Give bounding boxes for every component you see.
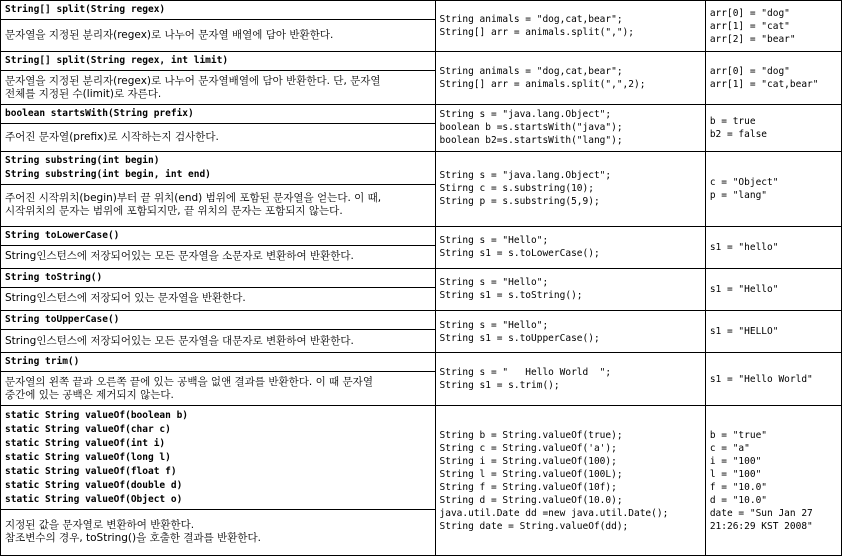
code-line: boolean b2=s.startsWith("lang"); (439, 135, 623, 147)
code-line: String d = String.valueOf(10.0); (439, 494, 623, 506)
method-cell-content (1, 52, 435, 104)
method-cell (1, 268, 436, 310)
code-line: String s = "java.lang.Object"; (439, 109, 612, 121)
example-code-cell (435, 226, 705, 268)
method-description (1, 20, 435, 51)
example-result (706, 176, 841, 202)
table-body (1, 1, 842, 556)
description-line: 중간에 있는 공백은 제거되지 않는다. (5, 388, 174, 401)
method-signature (1, 353, 435, 372)
signature-line: String toString() (5, 271, 103, 283)
code-line: String s1 = s.toLowerCase(); (439, 248, 600, 260)
table-row (1, 226, 842, 268)
result-line: i = "100" (709, 455, 762, 467)
method-signature (1, 227, 435, 246)
code-line: String s = "java.lang.Object"; (439, 170, 612, 182)
signature-line: String substring(int begin) (5, 154, 160, 166)
method-signature (1, 1, 435, 20)
result-line: f = "10.0" (709, 481, 768, 493)
signature-line: static String valueOf(double d) (5, 479, 183, 491)
code-line: String b = String.valueOf(true); (439, 429, 623, 441)
method-cell (1, 226, 436, 268)
code-line: Stirng c = s.substring(10); (439, 183, 594, 195)
method-cell (1, 52, 436, 105)
result-line: p = "lang" (709, 189, 768, 201)
code-line: String[] arr = animals.split(",",2); (439, 79, 646, 91)
result-line: arr[2] = "bear" (709, 33, 796, 45)
signature-line: String trim() (5, 356, 80, 368)
code-line: String s1 = s.toUpperCase(); (439, 332, 600, 344)
method-signature (1, 52, 435, 71)
example-result (706, 7, 841, 46)
code-line: String s1 = s.trim(); (439, 380, 560, 392)
example-result (706, 241, 841, 254)
description-line: String인스턴스에 저장되어 있는 문자열을 반환한다. (5, 292, 246, 305)
description-line: 지정된 값을 문자열로 변환하여 반환한다. (5, 519, 195, 532)
example-code (436, 234, 705, 260)
example-result (706, 429, 841, 533)
description-line: 문자열을 지정된 분리자(regex)로 나누어 문자열 배열에 담아 반환한다. (5, 29, 334, 42)
result-cell (705, 52, 841, 105)
result-line: b = "true" (709, 429, 768, 441)
result-line: d = "10.0" (709, 494, 768, 506)
result-cell (705, 226, 841, 268)
method-cell-content (1, 353, 435, 405)
method-cell-content (1, 152, 435, 226)
example-code (436, 13, 705, 39)
code-line: String animals = "dog,cat,bear"; (439, 14, 623, 26)
example-code (436, 429, 705, 533)
example-code-cell (435, 151, 705, 226)
result-line: s1 = "hello" (709, 241, 779, 253)
table-row (1, 311, 842, 353)
method-signature (1, 152, 435, 185)
table-row (1, 105, 842, 151)
example-code-cell (435, 353, 705, 406)
result-line: s1 = "HELLO" (709, 326, 779, 338)
method-cell-content (1, 269, 435, 310)
code-line: String[] arr = animals.split(","); (439, 27, 634, 39)
example-result (706, 115, 841, 141)
code-line: String animals = "dog,cat,bear"; (439, 66, 623, 78)
description-line: 문자열을 지정된 분리자(regex)로 나누어 문자열배열에 담아 반환한다. 단, 문자열 (5, 74, 381, 87)
result-line: date = "Sun Jan 27 (709, 507, 813, 519)
signature-line: static String valueOf(boolean b) (5, 409, 189, 421)
method-signature (1, 269, 435, 288)
method-description (1, 124, 435, 150)
method-description (1, 288, 435, 310)
example-code (436, 276, 705, 302)
method-cell-content (1, 1, 435, 51)
method-cell (1, 1, 436, 52)
example-code-cell (435, 268, 705, 310)
method-signature (1, 311, 435, 330)
code-line: boolean b =s.startsWith("java"); (439, 122, 623, 134)
example-result (706, 65, 841, 91)
method-cell-content (1, 407, 435, 555)
code-line: java.util.Date dd =new java.util.Date(); (439, 507, 669, 519)
result-cell (705, 151, 841, 226)
result-line: s1 = "Hello" (709, 283, 779, 295)
signature-line: String toUpperCase() (5, 314, 120, 326)
description-line: String인스턴스에 저장되어있는 모든 문자열을 대문자로 변환하여 반환한다. (5, 334, 354, 347)
result-cell (705, 406, 841, 556)
method-description (1, 372, 435, 405)
result-line: s1 = "Hello World" (709, 373, 813, 385)
method-cell (1, 406, 436, 556)
signature-line: String toLowerCase() (5, 229, 120, 241)
table-row (1, 353, 842, 406)
example-result (706, 373, 841, 386)
code-line: String p = s.substring(5,9); (439, 196, 600, 208)
result-line: 21:26:29 KST 2008" (709, 520, 813, 532)
result-cell (705, 311, 841, 353)
result-line: arr[1] = "cat" (709, 20, 790, 32)
table-row (1, 406, 842, 556)
description-line: String인스턴스에 저장되어있는 모든 문자열을 소문자로 변환하여 반환한다. (5, 250, 354, 263)
result-cell (705, 1, 841, 52)
signature-line: String substring(int begin, int end) (5, 168, 211, 180)
result-line: arr[0] = "dog" (709, 66, 790, 78)
code-line: String l = String.valueOf(100L); (439, 468, 623, 480)
table-row (1, 1, 842, 52)
method-description (1, 246, 435, 268)
table-row (1, 268, 842, 310)
example-code-cell (435, 52, 705, 105)
result-cell (705, 268, 841, 310)
method-description (1, 330, 435, 352)
method-cell-content (1, 227, 435, 268)
example-code-cell (435, 1, 705, 52)
method-cell-content (1, 311, 435, 352)
signature-line: static String valueOf(Object o) (5, 493, 183, 505)
example-result (706, 325, 841, 338)
description-line: 전체를 지정된 수(limit)로 자른다. (5, 87, 162, 100)
example-code (436, 108, 705, 147)
signature-line: boolean startsWith(String prefix) (5, 108, 194, 120)
method-cell (1, 311, 436, 353)
description-line: 시작위치의 문자는 범위에 포함되지만, 끝 위치의 문자는 포함되지 않는다. (5, 205, 343, 218)
code-line: String s = "Hello"; (439, 319, 549, 331)
code-line: String f = String.valueOf(10f); (439, 481, 617, 493)
table-row (1, 52, 842, 105)
example-code-cell (435, 311, 705, 353)
method-signature (1, 105, 435, 124)
code-line: String s1 = s.toString(); (439, 290, 583, 302)
code-line: String c = String.valueOf('a'); (439, 442, 617, 454)
result-line: l = "100" (709, 468, 762, 480)
example-code-cell (435, 105, 705, 151)
description-line: 주어진 시작위치(begin)부터 끝 위치(end) 범위에 포함된 문자열을 얻는다. 이 때, (5, 192, 382, 205)
result-line: b = true (709, 115, 756, 127)
example-code (436, 366, 705, 392)
signature-line: static String valueOf(int i) (5, 437, 166, 449)
signature-line: static String valueOf(float f) (5, 465, 177, 477)
example-code-cell (435, 406, 705, 556)
description-line: 참조변수의 경우, toString()을 호출한 결과를 반환한다. (5, 532, 262, 545)
method-description (1, 71, 435, 104)
method-cell-content (1, 105, 435, 150)
result-line: arr[1] = "cat,bear" (709, 79, 819, 91)
signature-line: String[] split(String regex, int limit) (5, 55, 229, 67)
code-line: String i = String.valueOf(100); (439, 455, 617, 467)
result-cell (705, 353, 841, 406)
code-line: String s = "Hello"; (439, 235, 549, 247)
method-cell (1, 151, 436, 226)
result-line: b2 = false (709, 128, 768, 140)
example-code (436, 65, 705, 91)
signature-line: static String valueOf(char c) (5, 423, 171, 435)
code-line: String s = " Hello World "; (439, 367, 612, 379)
signature-line: static String valueOf(long l) (5, 451, 171, 463)
result-line: arr[0] = "dog" (709, 7, 790, 19)
result-cell (705, 105, 841, 151)
example-result (706, 283, 841, 296)
description-line: 주어진 문자열(prefix)로 시작하는지 검사한다. (5, 130, 219, 143)
signature-line: String[] split(String regex) (5, 4, 166, 16)
method-cell (1, 105, 436, 151)
method-description (1, 185, 435, 226)
method-description (1, 510, 435, 555)
description-line: 문자열의 왼쪽 끝과 오른쪽 끝에 있는 공백을 없앤 결과를 반환한다. 이 때 문자열 (5, 375, 373, 388)
result-line: c = "Object" (709, 176, 779, 188)
method-cell (1, 353, 436, 406)
example-code (436, 319, 705, 345)
code-line: String s = "Hello"; (439, 277, 549, 289)
method-signature (1, 407, 435, 510)
code-line: String date = String.valueOf(dd); (439, 520, 629, 532)
table-row (1, 151, 842, 226)
example-code (436, 169, 705, 208)
result-line: c = "a" (709, 442, 750, 454)
